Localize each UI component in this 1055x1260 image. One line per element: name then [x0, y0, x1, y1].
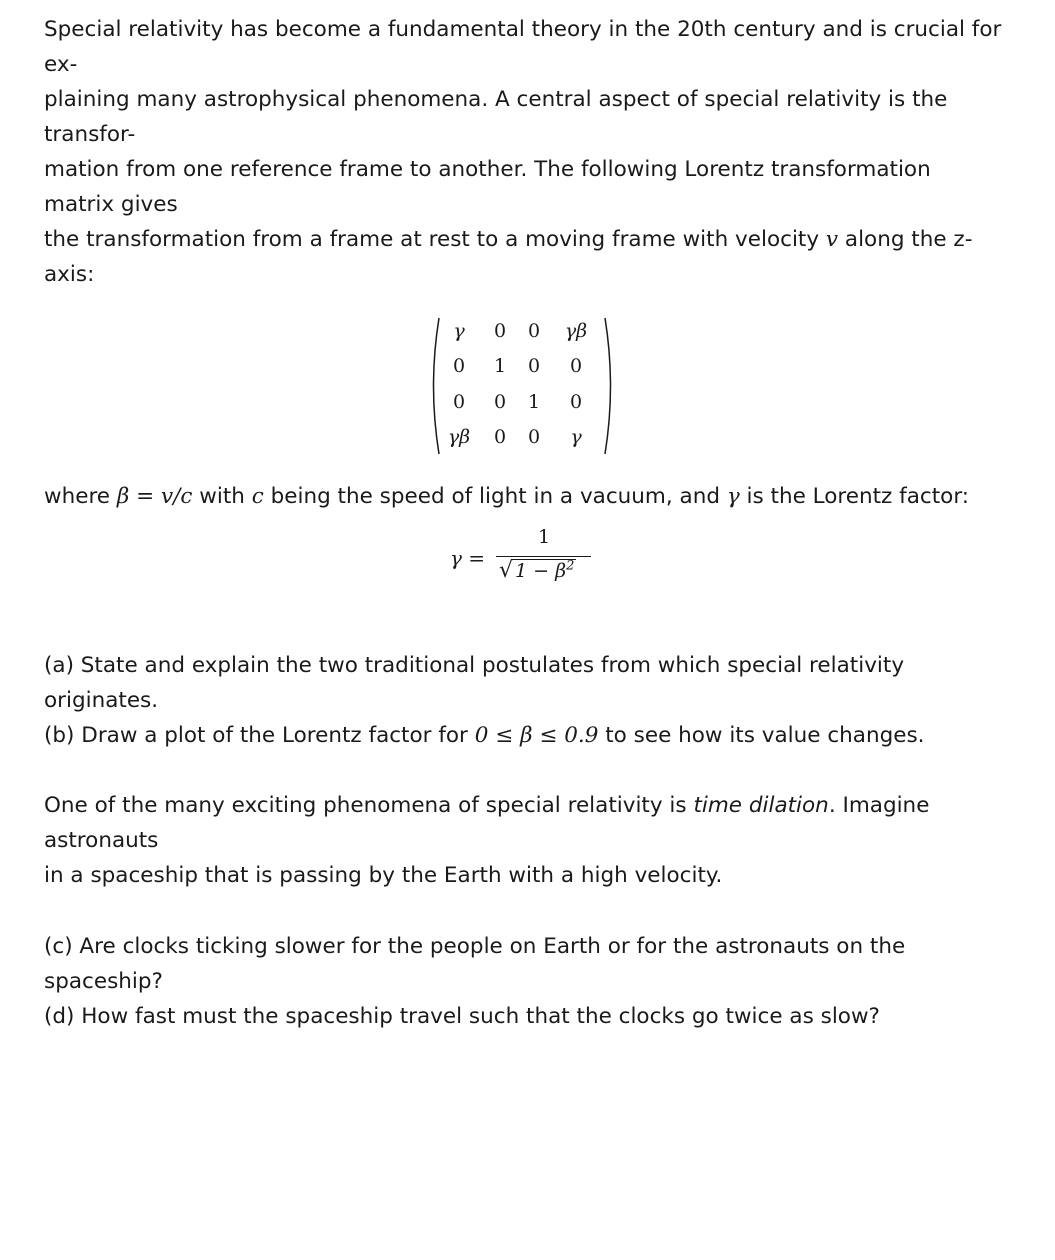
questions-cd [44, 929, 1004, 1034]
time-dilation-line-1 [44, 788, 1004, 858]
question-c: (c) Are clocks ticking slower for the people on Earth or for the astronauts on the spaceship? [44, 934, 906, 994]
matrix-cell-r2c2: 1 [493, 355, 507, 377]
sqrt-radical: √ [499, 558, 514, 583]
where-prefix: where [44, 484, 117, 509]
sqrt-body [513, 559, 576, 582]
denominator-exponent: 2 [566, 558, 575, 574]
matrix-cell-r1c3: 0 [527, 320, 541, 342]
right-parenthesis [603, 316, 617, 456]
intro-line-1: Special relativity has become a fundamental theory in the 20th century and is crucial for ex- [44, 17, 1002, 77]
question-d: (d) How fast must the spaceship travel such that the clocks go twice as slow? [44, 1004, 880, 1029]
matrix-cell-r2c1: 0 [452, 355, 466, 377]
question-a: (a) State and explain the two traditional postulates from which special relativity originates. [44, 653, 905, 713]
lorentz-factor-formula [44, 524, 1004, 610]
question-b-prefix: (b) Draw a plot of the Lorentz factor for [44, 723, 475, 748]
time-dilation-paragraph [44, 788, 1004, 893]
c-symbol: c [251, 484, 264, 509]
time-dilation-line-2: in a spaceship that is passing by the Earth with a high velocity. [44, 863, 723, 888]
matrix-cell-r1c1: γ [453, 320, 465, 342]
velocity-symbol: v [825, 227, 839, 252]
time-dilation-suffix: . Imagine astronauts [44, 793, 930, 853]
where-paragraph [44, 479, 1004, 514]
matrix-cell-r3c1: 0 [452, 391, 466, 413]
matrix-cell-r1c4: γβ [564, 320, 588, 342]
time-dilation-prefix: One of the many exciting phenomena of special relativity is [44, 793, 694, 818]
intro-line-4-end: along the z-axis: [44, 227, 973, 287]
questions-ab [44, 648, 1004, 753]
lorentz-matrix-block [44, 316, 1004, 456]
formula-numerator: 1 [537, 526, 551, 548]
where-suffix: is the Lorentz factor: [739, 484, 970, 509]
gamma-symbol: γ [726, 484, 740, 509]
denominator-base: 1 − β [515, 560, 567, 582]
question-b-suffix: to see how its value changes. [598, 723, 925, 748]
formula-denominator [499, 558, 576, 583]
intro-line-3: mation from one reference frame to another. The following Lorentz transformation matrix gives [44, 157, 931, 217]
matrix-cell-r3c2: 0 [493, 391, 507, 413]
intro-line-4-text: the transformation from a frame at rest to a moving frame with velocity [44, 227, 826, 252]
matrix-cell-r3c4: 0 [569, 391, 583, 413]
matrix-cell-r4c3: 0 [527, 426, 541, 448]
matrix-cell-r3c3: 1 [527, 391, 541, 413]
where-mid-2: being the speed of light in a vacuum, and [263, 484, 727, 509]
intro-line-4 [44, 222, 1004, 292]
intro-line-2: plaining many astrophysical phenomena. A central aspect of special relativity is the transfor- [44, 87, 948, 147]
intro-paragraph [44, 12, 1004, 292]
question-b [44, 718, 1004, 753]
where-mid-1: with [192, 484, 252, 509]
time-dilation-emphasis: time dilation [693, 793, 829, 818]
beta-definition: β = v/c [116, 484, 193, 509]
matrix-cell-r4c1: γβ [447, 426, 471, 448]
matrix-cell-r2c3: 0 [527, 355, 541, 377]
formula-lhs: γ = [450, 546, 486, 570]
matrix-cell-r4c2: 0 [493, 426, 507, 448]
document-page [44, 12, 1004, 1034]
matrix-cell-r1c2: 0 [493, 320, 507, 342]
lorentz-matrix [427, 316, 617, 456]
beta-range: 0 ≤ β ≤ 0.9 [474, 723, 599, 748]
matrix-cell-r4c4: γ [570, 426, 582, 448]
matrix-cell-r2c4: 0 [569, 355, 583, 377]
